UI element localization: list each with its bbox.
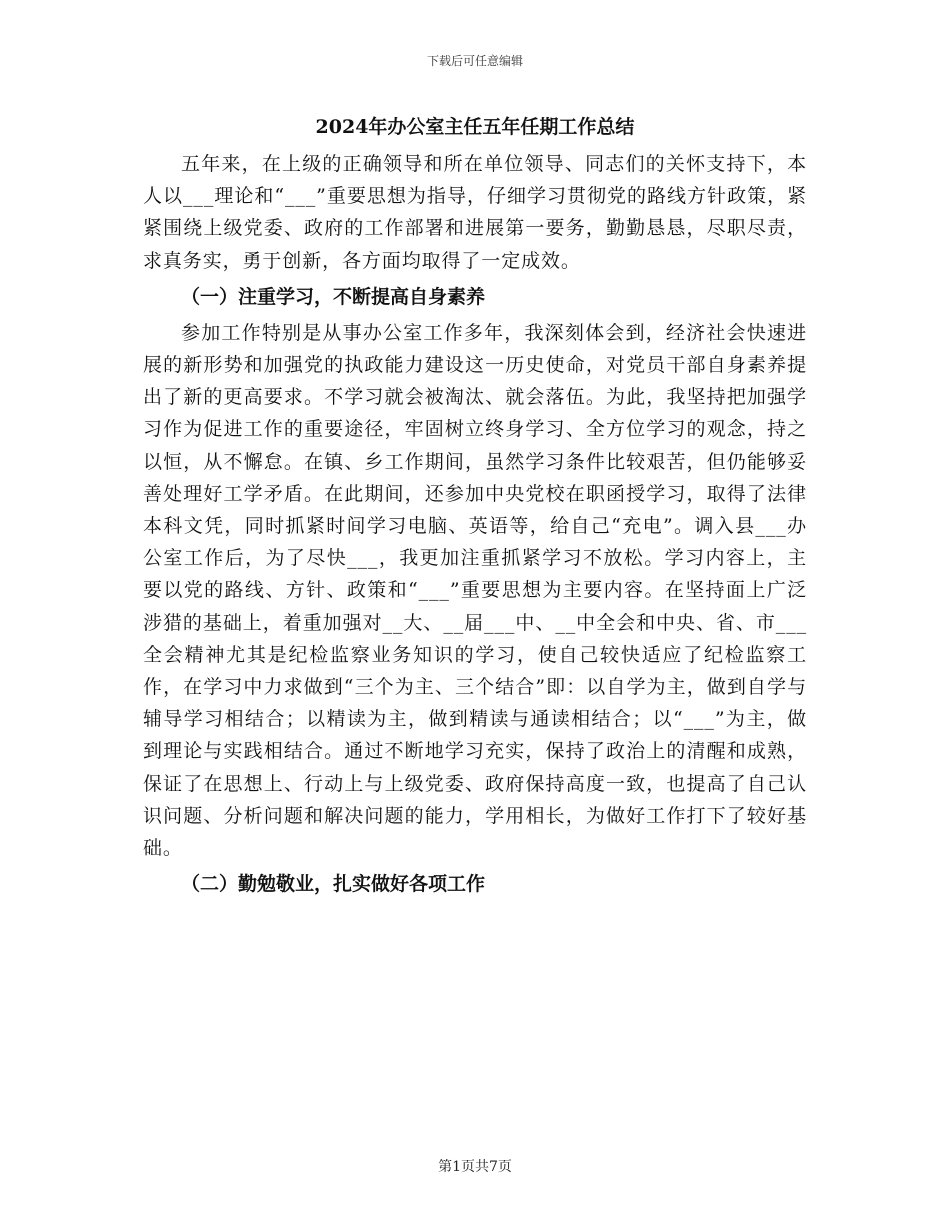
section-1-heading: （一）注重学习，不断提高自身素养 bbox=[181, 285, 486, 308]
document-body bbox=[143, 110, 807, 904]
document-title: 2024年办公室主任五年任期工作总结 bbox=[315, 116, 635, 138]
section-2-heading: （二）勤勉敬业，扎实做好各项工作 bbox=[181, 873, 486, 896]
header-note: 下载后可任意编辑 bbox=[426, 54, 523, 68]
section-1-paragraph: 参加工作特别是从事办公室工作多年，我深刻体会到，经济社会快速进展的新形势和加强党的执政能力建设这一历史使命，对党员干部自身素养提出了新的更高要求。不学习就会被淘汰、就会落伍。为此，我坚持把加强学习作为促进工作的重要途径，牢固树立终身学习、全方位学习的观念，持之以恒，从不懈怠。在镇、乡工作期间，虽然学习条件比较艰苦，但仍能够妥善处理好工学矛盾。在此期间，还参加中央党校在职函授学习，取得了法律本科文凭，同时抓紧时间学习电脑、英语等，给自己“充电”。调入县___办公室工作后，为了尽快___，我更加注重抓紧学习不放松。学习内容上，主要以党的路线、方针、政策和“___”重要思想为主要内容。在坚持面上广泛涉猎的基础上，着重加强对__大、__届___中、__中全会和中央、省、市___全会精神尤其是纪检监察业务知识的学习，使自己较快适应了纪检监察工作，在学习中力求做到“三个为主、三个结合”即：以自学为主，做到自学与辅导学习相结合；以精读为主，做到精读与通读相结合；以“___”为主，做到理论与实践相结合。通过不断地学习充实，保持了政治上的清醒和成熟，保证了在思想上、行动上与上级党委、政府保持高度一致，也提高了自己认识问题、分析问题和解决问题的能力，学用相长，为做好工作打下了较好基础。 bbox=[143, 321, 807, 860]
intro-paragraph: 五年来，在上级的正确领导和所在单位领导、同志们的关怀支持下，本人以___理论和“___”重要思想为指导，仔细学习贯彻党的路线方针政策，紧紧围绕上级党委、政府的工作部署和进展第一要务，勤勤恳恳，尽职尽责，求真务实，勇于创新，各方面均取得了一定成效。 bbox=[143, 153, 807, 272]
page-footer: 第1页共7页 bbox=[438, 1159, 512, 1175]
